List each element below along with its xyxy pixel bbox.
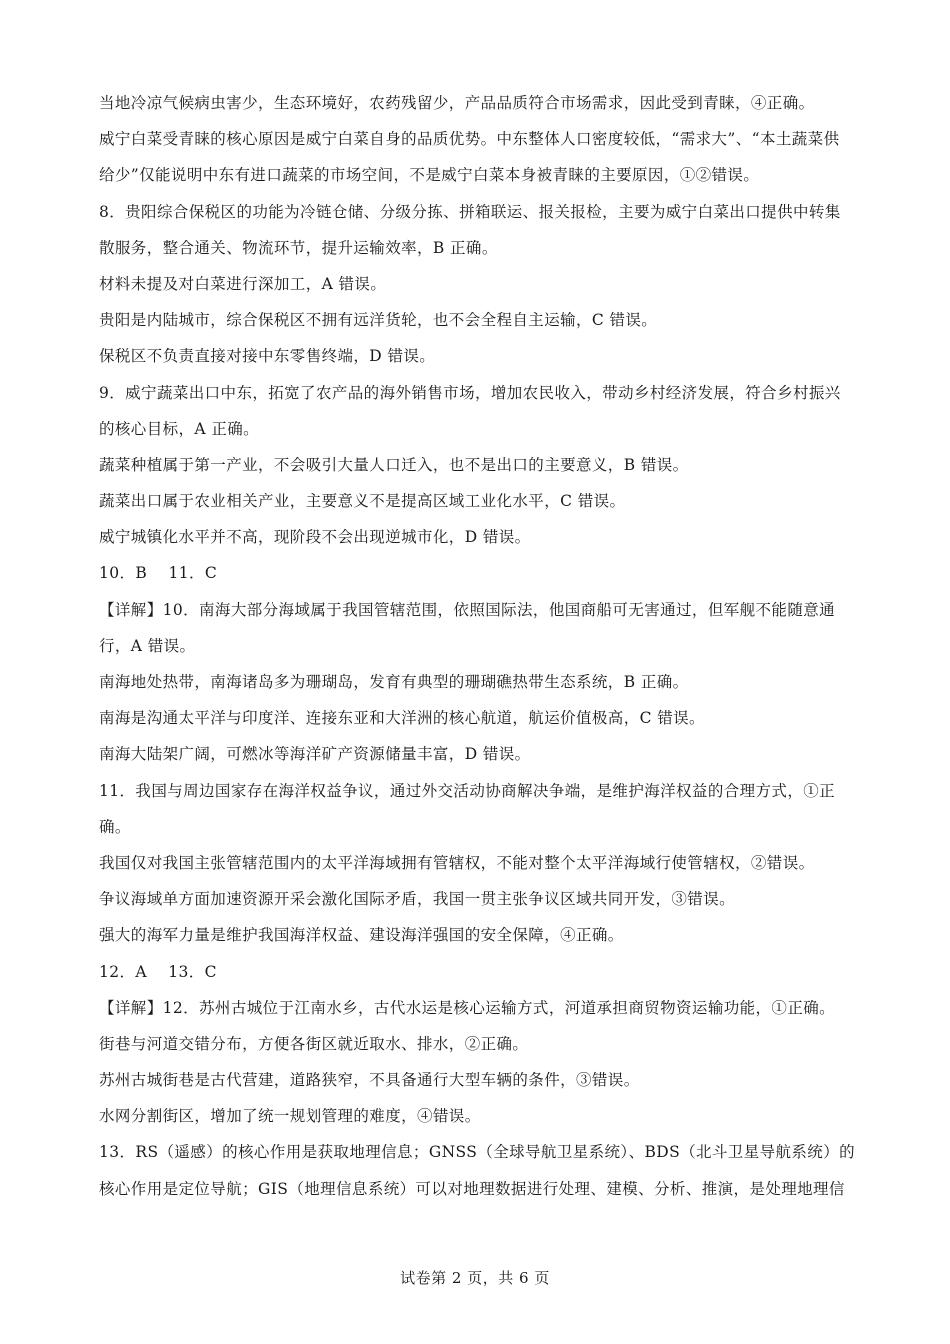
text-line: 贵阳是内陆城市，综合保税区不拥有远洋货轮，也不会全程自主运输，C 错误。 (99, 311, 658, 330)
page-footer: 试卷第 2 页，共 6 页 (400, 1269, 550, 1287)
text-line: 散服务，整合通关、物流环节，提升运输效率，B 正确。 (99, 238, 498, 257)
text-line: 强大的海军力量是维护我国海洋权益、建设海洋强国的安全保障，④正确。 (99, 926, 624, 945)
text-line: 13．RS（遥感）的核心作用是获取地理信息；GNSS（全球导航卫星系统）、BDS（北斗卫星导航系统）的 (99, 1143, 855, 1162)
text-line: 【详解】10．南海大部分海域属于我国管辖范围，依照国际法，他国商船可无害通过，但军舰不能随意通 (99, 600, 836, 619)
text-line: 11．我国与周边国家存在海洋权益争议，通过外交活动协商解决争端，是维护海洋权益的合理方式，①正 (99, 781, 836, 800)
text-line: 水网分割街区，增加了统一规划管理的难度，④错误。 (99, 1107, 481, 1126)
text-line: 9．威宁蔬菜出口中东，拓宽了农产品的海外销售市场，增加农民收入，带动乡村经济发展，符合乡村振兴 (99, 383, 841, 402)
text-line: 南海地处热带，南海诸岛多为珊瑚岛，发育有典型的珊瑚礁热带生态系统，B 正确。 (99, 673, 689, 691)
text-line: 我国仅对我国主张管辖范围内的太平洋海域拥有管辖权，不能对整个太平洋海域行使管辖权，②错误。 (99, 853, 815, 872)
text-line: 苏州古城街巷是古代营建，道路狭窄，不具备通行大型车辆的条件，③错误。 (99, 1071, 640, 1090)
text-line: 蔬菜出口属于农业相关产业，主要意义不是提高区域工业化水平，C 错误。 (99, 492, 626, 511)
text-line: 威宁白菜受青睐的核心原因是威宁白菜自身的品质优势。中东整体人口密度较低，“需求大”、“本土蔬菜供 (99, 130, 840, 149)
text-line: 【详解】12．苏州古城位于江南水乡，古代水运是核心运输方式，河道承担商贸物资运输功能，①正确。 (99, 998, 836, 1017)
text-line: 威宁城镇化水平并不高，现阶段不会出现逆城市化，D 错误。 (99, 528, 531, 547)
text-line: 材料未提及对白菜进行深加工，A 错误。 (99, 274, 387, 293)
text-line: 当地冷凉气候病虫害少，生态环境好，农药残留少，产品品质符合市场需求，因此受到青睐，④正确。 (99, 94, 815, 112)
text-line: 给少”仅能说明中东有进口蔬菜的市场空间，不是威宁白菜本身被青睐的主要原因，①②错误。 (99, 166, 760, 185)
answer-explanation-body (99, 93, 855, 1215)
text-line: 核心作用是定位导航；GIS（地理信息系统）可以对地理数据进行处理、建模、分析、推演，是处理地理信 (99, 1179, 845, 1198)
answer-key-line: 10．B 11．C (99, 564, 218, 583)
text-line: 南海大陆架广阔，可燃冰等海洋矿产资源储量丰富，D 错误。 (99, 745, 531, 764)
text-line: 蔬菜种植属于第一产业，不会吸引大量人口迁入，也不是出口的主要意义，B 错误。 (99, 455, 689, 474)
text-line: 保税区不负责直接对接中东零售终端，D 错误。 (99, 347, 436, 366)
text-line: 南海是沟通太平洋与印度洋、连接东亚和大洋洲的核心航道，航运价值极高，C 错误。 (99, 709, 705, 728)
text-line: 的核心目标，A 正确。 (99, 419, 260, 438)
text-line: 争议海域单方面加速资源开采会激化国际矛盾，我国一贯主张争议区域共同开发，③错误。 (99, 890, 736, 909)
text-line: 街巷与河道交错分布，方便各街区就近取水、排水，②正确。 (99, 1034, 529, 1053)
text-line: 确。 (99, 817, 131, 836)
answer-key-line: 12．A 13．C (99, 962, 217, 981)
text-line: 8．贵阳综合保税区的功能为冷链仓储、分级分拣、拼箱联运、报关报检，主要为威宁白菜出口提供中转集 (99, 202, 841, 221)
text-line: 行，A 错误。 (99, 636, 196, 655)
